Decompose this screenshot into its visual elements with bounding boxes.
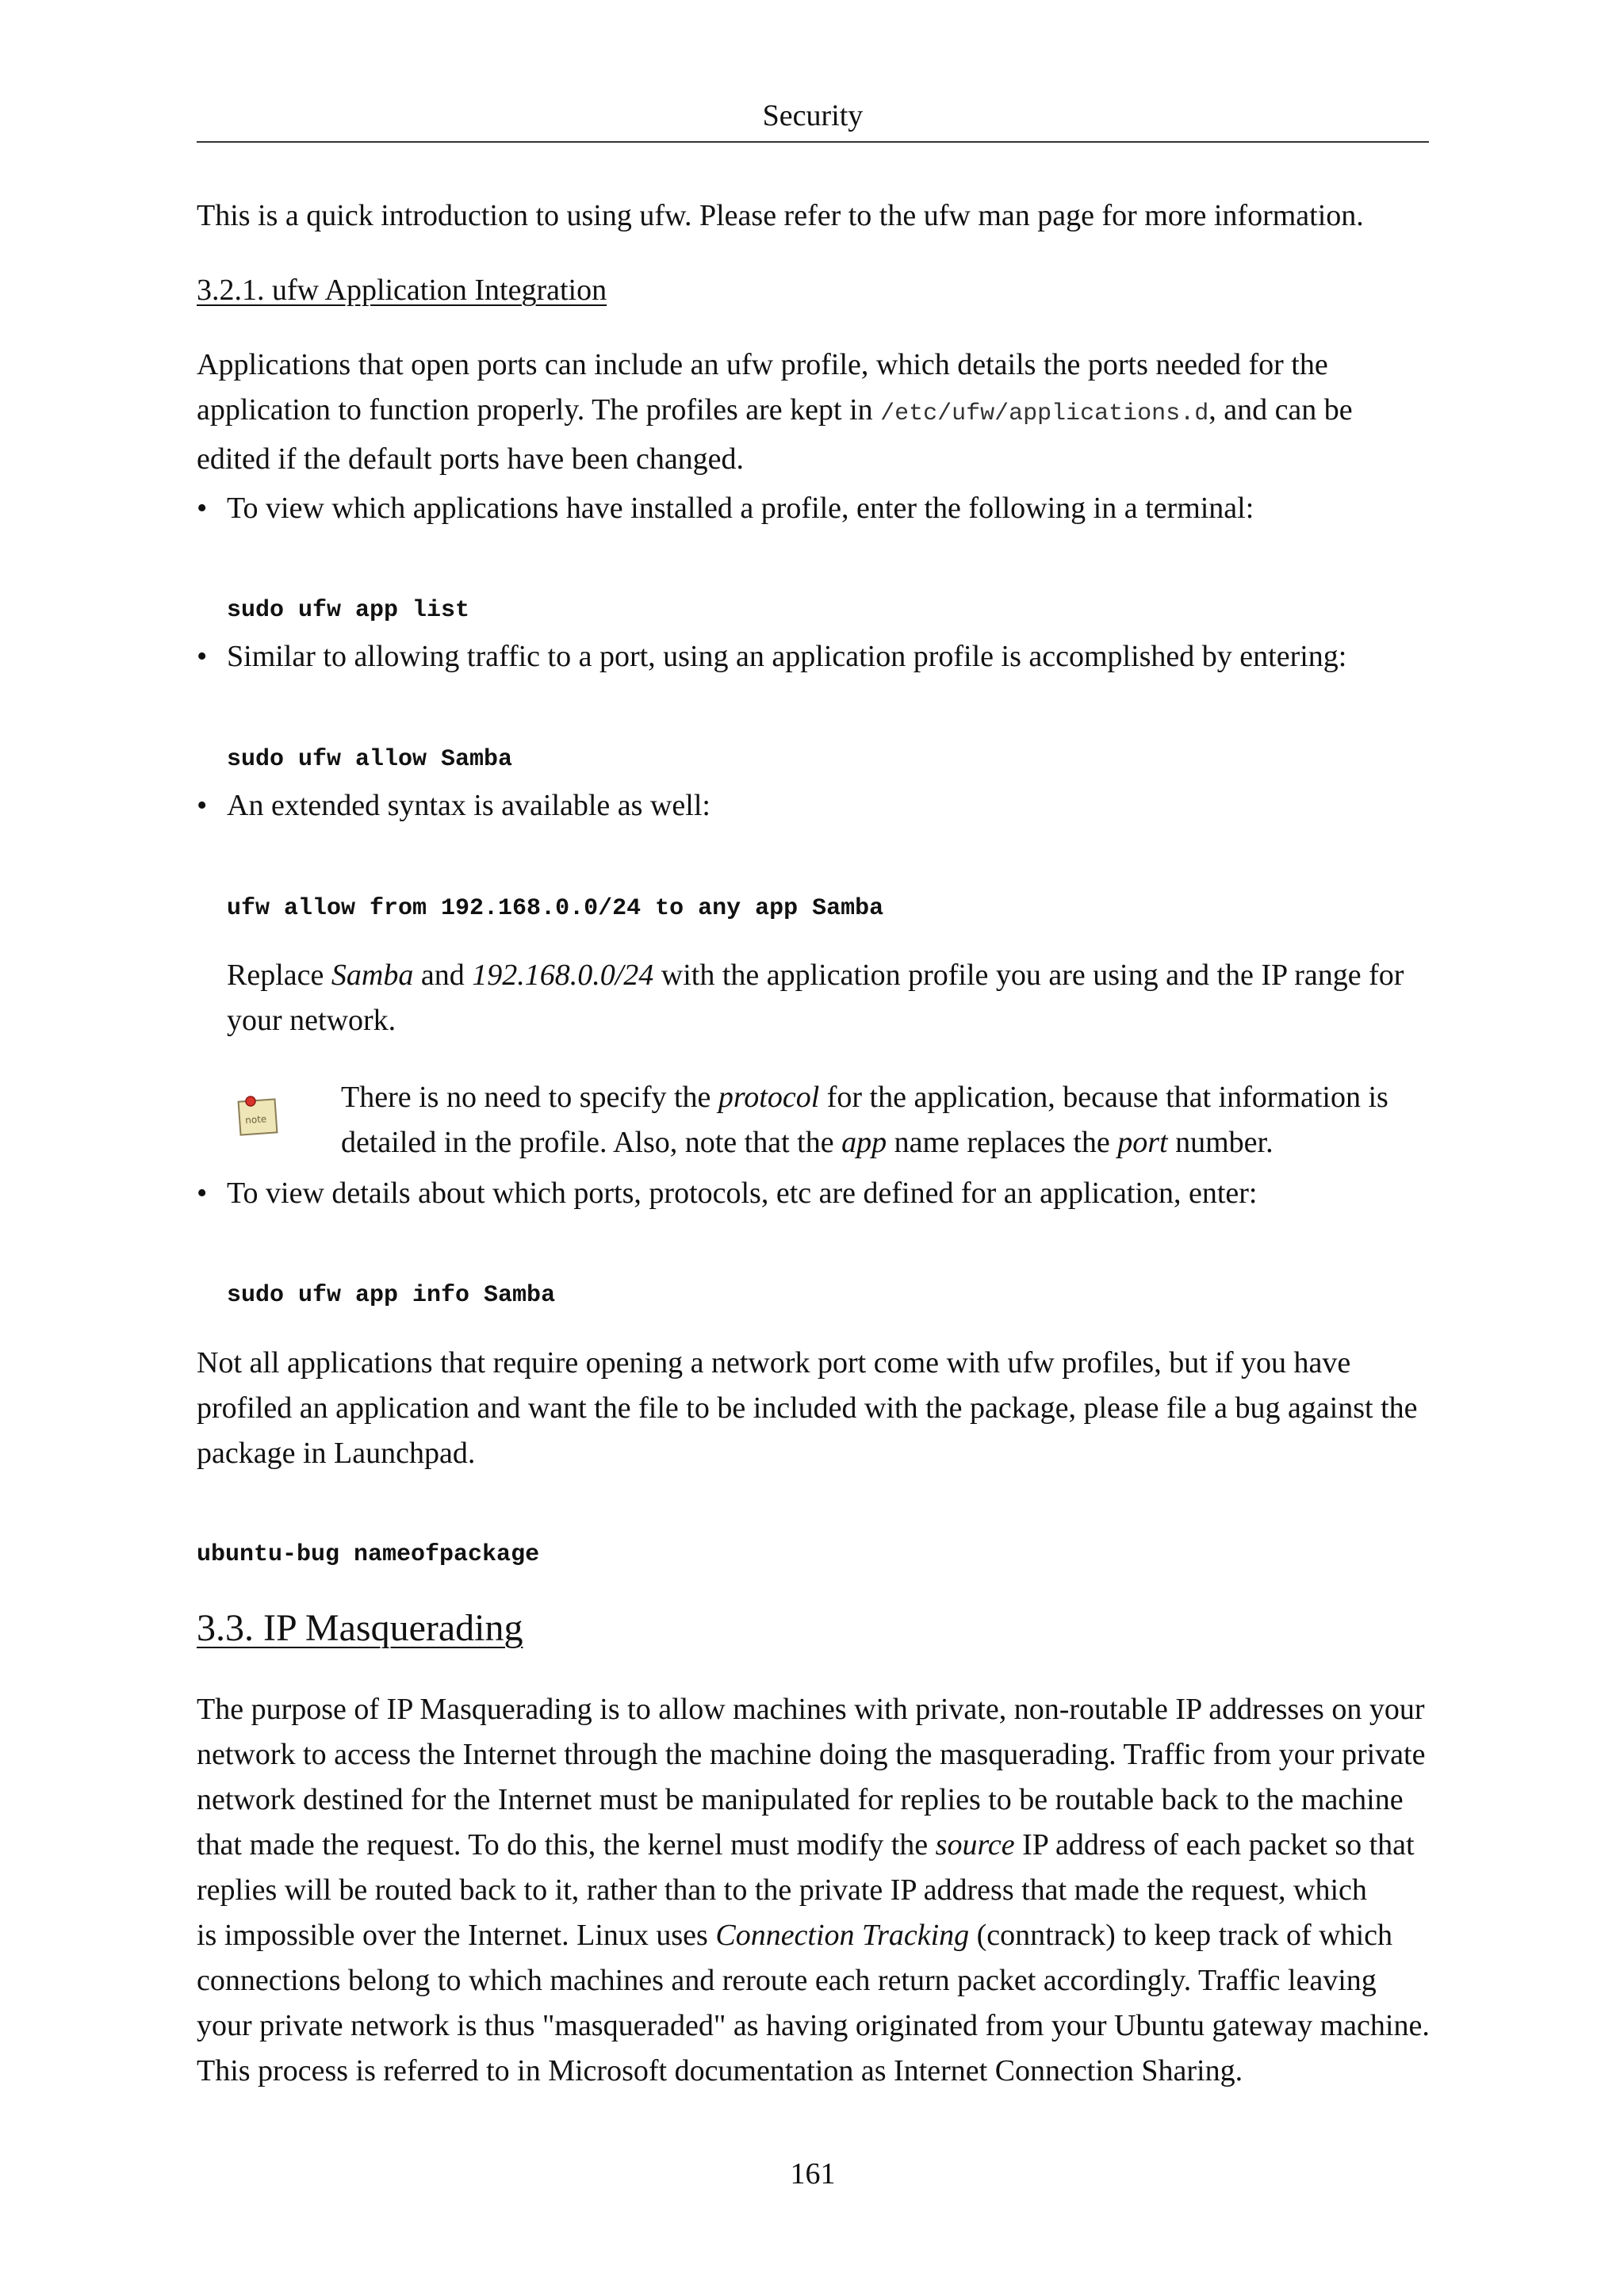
paragraph-line: Not all applications that require opening a network port come with ufw profiles, but if you have xyxy=(197,1346,1351,1380)
list-item-text: Similar to allowing traffic to a port, using an application profile is accomplished by entering: xyxy=(227,640,1347,673)
text-run: number. xyxy=(1167,1126,1274,1159)
code-block: sudo ufw allow Samba xyxy=(227,746,513,773)
paragraph-line: The purpose of IP Masquerading is to allow machines with private, non-routable IP addresses on your xyxy=(197,1693,1425,1726)
paragraph-line xyxy=(341,1075,1435,1120)
emphasis: port xyxy=(1117,1126,1168,1159)
note-paragraph xyxy=(341,1075,1435,1165)
paragraph-line: network destined for the Internet must be manipulated for replies to be routable back to the machine xyxy=(197,1783,1404,1816)
bullet-icon: • xyxy=(197,1177,208,1210)
paragraph-line xyxy=(227,953,1432,998)
text-run: There is no need to specify the xyxy=(341,1081,718,1114)
subsection-title: 3.2.1. ufw Application Integration xyxy=(197,274,607,307)
list-item-text: To view details about which ports, protocols, etc are defined for an application, enter: xyxy=(227,1177,1258,1210)
paragraph-line: edited if the default ports have been changed. xyxy=(197,442,745,476)
emphasis: Connection Tracking xyxy=(715,1919,970,1952)
text-run: IP address of each packet so that xyxy=(1014,1828,1415,1862)
header-rule xyxy=(197,141,1429,143)
paragraph-line xyxy=(197,388,1434,437)
profiles-path: /etc/ufw/applications.d xyxy=(880,400,1209,427)
paragraph-line xyxy=(197,1823,1434,1868)
paragraph-line: replies will be routed back to it, rather than to the private IP address that made the request, which xyxy=(197,1873,1367,1907)
code-block: ubuntu-bug nameofpackage xyxy=(197,1541,540,1568)
page-number: 161 xyxy=(790,2157,836,2191)
text-run: Replace xyxy=(227,959,331,992)
bullet-icon: • xyxy=(197,640,208,673)
replace-paragraph xyxy=(227,953,1432,1043)
section-title: 3.3. IP Masquerading xyxy=(197,1607,523,1649)
emphasis: Samba xyxy=(331,959,414,992)
note-icon-label: note xyxy=(244,1113,267,1127)
list-item-text: An extended syntax is available as well: xyxy=(227,789,710,822)
paragraph-line: Applications that open ports can include an ufw profile, which details the ports needed for the xyxy=(197,348,1328,381)
code-block: sudo ufw app list xyxy=(227,597,470,624)
paragraph-line xyxy=(341,1120,1435,1165)
code-block: sudo ufw app info Samba xyxy=(227,1282,556,1309)
masquerading-paragraph xyxy=(197,1687,1434,2094)
bullet-icon: • xyxy=(197,492,208,525)
subsection-paragraph xyxy=(197,342,1434,482)
bullet-icon: • xyxy=(197,789,208,822)
code-block: ufw allow from 192.168.0.0/24 to any app Samba xyxy=(227,895,884,922)
text-run: name replaces the xyxy=(887,1126,1118,1159)
emphasis: app xyxy=(841,1126,887,1159)
text-run: application to function properly. The profiles are kept in xyxy=(197,393,881,427)
paragraph-line: package in Launchpad. xyxy=(197,1437,476,1470)
text-run: (conntrack) to keep track of which xyxy=(969,1919,1393,1952)
text-run: and xyxy=(413,959,473,992)
text-run: is impossible over the Internet. Linux uses xyxy=(197,1919,716,1952)
paragraph-line: your network. xyxy=(227,1004,396,1037)
text-run: detailed in the profile. Also, note that the xyxy=(341,1126,842,1159)
paragraph-line: This process is referred to in Microsoft documentation as Internet Connection Sharing. xyxy=(197,2054,1243,2087)
paragraph-line xyxy=(197,1913,1434,1958)
paragraph-line: profiled an application and want the file to be included with the package, please file a bug against the xyxy=(197,1391,1418,1425)
emphasis: 192.168.0.0/24 xyxy=(472,959,654,992)
paragraph-line: network to access the Internet through the machine doing the masquerading. Traffic from your private xyxy=(197,1738,1426,1771)
intro-paragraph: This is a quick introduction to using ufw. Please refer to the ufw man page for more information. xyxy=(197,199,1364,232)
running-header: Security xyxy=(762,99,864,132)
emphasis: source xyxy=(935,1828,1015,1862)
text-run: for the application, because that information is xyxy=(819,1081,1388,1114)
list-item-text: To view which applications have installed a profile, enter the following in a terminal: xyxy=(227,492,1254,525)
emphasis: protocol xyxy=(718,1081,820,1114)
paragraph-line: your private network is thus "masqueraded" as having originated from your Ubuntu gateway machine. xyxy=(197,2009,1430,2042)
text-run: with the application profile you are using and the IP range for xyxy=(653,959,1404,992)
paragraph-line: connections belong to which machines and reroute each return packet accordingly. Traffic leaving xyxy=(197,1964,1377,1997)
profiles-paragraph xyxy=(197,1341,1434,1476)
note-icon xyxy=(235,1093,282,1140)
text-run: that made the request. To do this, the kernel must modify the xyxy=(197,1828,936,1862)
text-run: , and can be xyxy=(1208,393,1353,427)
